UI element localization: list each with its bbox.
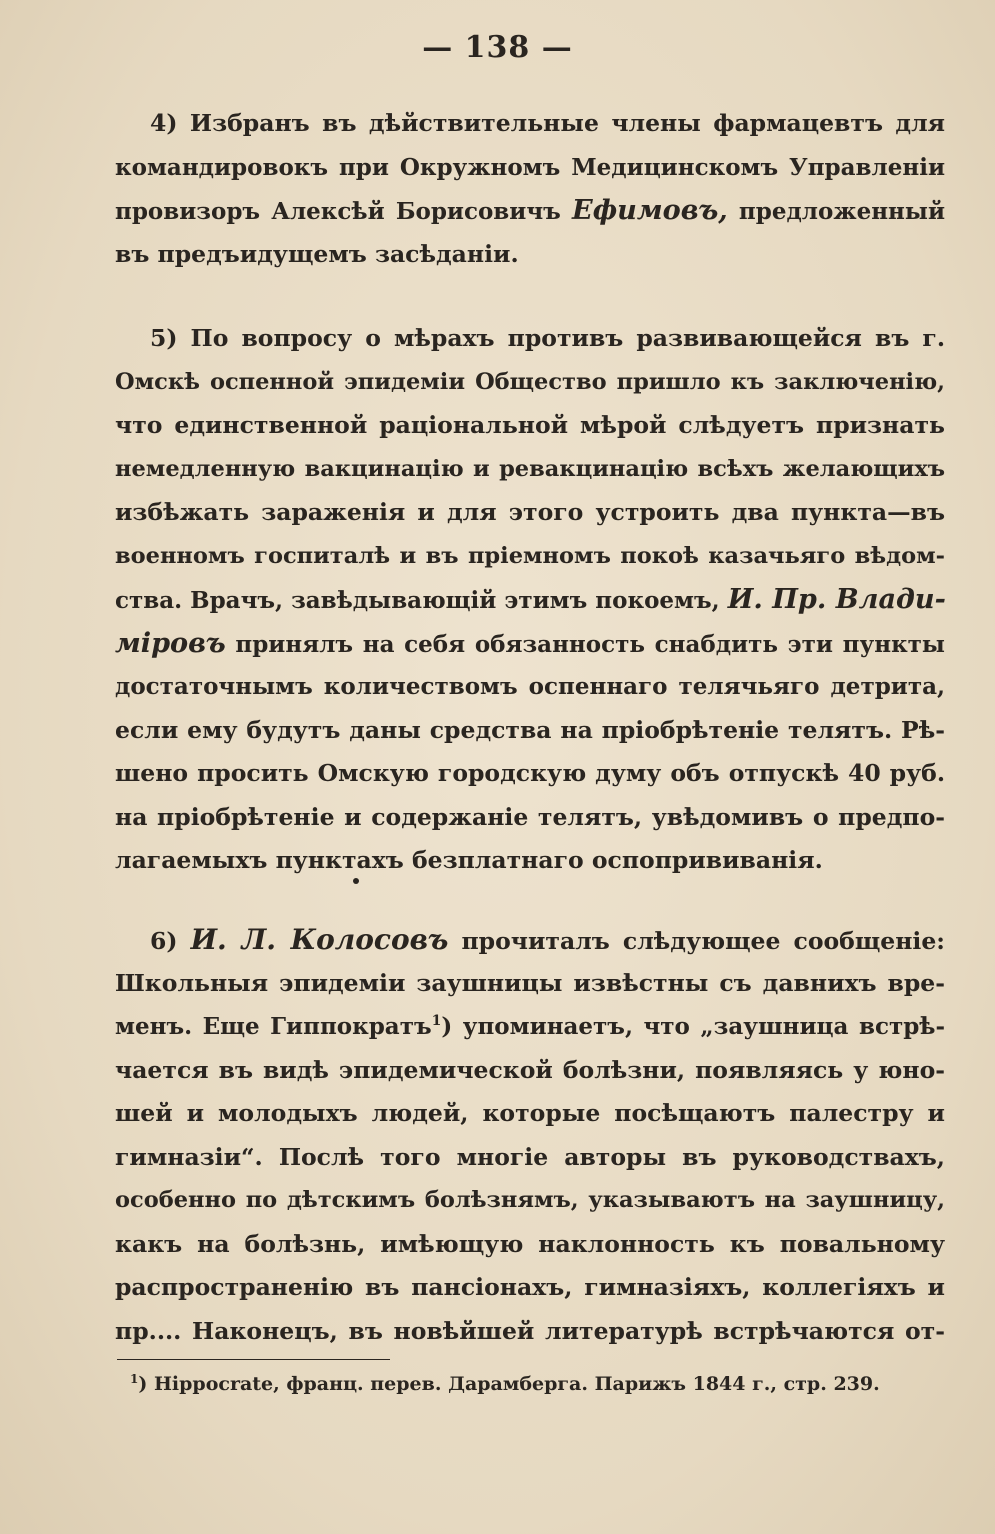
text-run: менъ. Еще Гиппократъ xyxy=(115,1013,432,1040)
text-line: гимназіи“. Послѣ того многіе авторы въ руководствахъ, xyxy=(115,1142,945,1171)
text-line: Омскѣ оспенной эпидеміи Общество пришло къ заключенію, xyxy=(115,368,945,395)
text-run: провизоръ Алексѣй Борисовичъ xyxy=(115,198,561,225)
text-run: ства. Врачъ, завѣдывающій этимъ покоемъ, xyxy=(115,587,720,614)
text-line xyxy=(115,189,945,233)
text-line: Школьныя эпидеміи заушницы извѣстны съ давнихъ вре- xyxy=(115,968,945,997)
footnote-mark: 1 xyxy=(130,1372,139,1386)
text-line: что единственной раціональной мѣрой слѣдуетъ признать xyxy=(115,411,945,439)
person-name-vladimirov-cont: міровъ xyxy=(115,627,226,659)
text-run: прочиталъ слѣдующее сообщеніе: xyxy=(461,927,945,955)
text-line: пр.... Наконецъ, въ новѣйшей литературѣ встрѣчаются от- xyxy=(115,1316,945,1345)
text-line: 5) По вопросу о мѣрахъ противъ развивающейся въ г. xyxy=(150,324,945,352)
text-line: распространенію въ пансіонахъ, гимназіяхъ, коллегіяхъ и xyxy=(115,1273,945,1301)
footnote-text: ) Hippocrate, франц. перев. Дарамберга. Парижъ 1844 г., стр. 239. xyxy=(138,1373,880,1395)
person-name-vladimirov: И. Пр. Влади- xyxy=(727,584,946,615)
text-line: чается въ видѣ эпидемической болѣзни, появляясь у юно- xyxy=(115,1055,945,1084)
person-name-kolosov: И. Л. Колосовъ xyxy=(190,923,449,956)
person-name-efimov: Ефимовъ, xyxy=(572,195,728,226)
text-line: немедленную вакцинацію и ревакцинацію всѣхъ желающихъ xyxy=(115,455,945,482)
text-run: ) упоминаетъ, что „заушница встрѣ- xyxy=(441,1013,945,1040)
text-run: предложенный xyxy=(738,198,946,225)
text-line: 4) Избранъ въ дѣйствительные члены фармацевтъ для xyxy=(150,109,945,137)
text-line xyxy=(115,578,945,622)
text-line: достаточнымъ количествомъ оспеннаго телячьяго детрита, xyxy=(115,673,945,700)
text-line: лагаемыхъ пунктахъ безплатнаго оспопрививанія. xyxy=(115,846,823,874)
page-number: — 138 — xyxy=(422,30,573,65)
text-line: военномъ госпиталѣ и въ пріемномъ покоѣ казачьяго вѣдом- xyxy=(115,542,945,569)
text-line: если ему будутъ даны средства на пріобрѣтеніе телятъ. Рѣ- xyxy=(115,715,945,744)
footnote xyxy=(130,1370,950,1398)
text-line: въ предъидущемъ засѣданіи. xyxy=(115,239,519,268)
paragraph-4 xyxy=(115,102,945,276)
text-line: шено просить Омскую городскую думу объ отпускѣ 40 руб. xyxy=(115,759,945,787)
footnote-divider xyxy=(117,1359,390,1360)
text-line: избѣжать зараженія и для этого устроить два пункта—въ xyxy=(115,498,945,526)
text-line xyxy=(115,918,945,962)
text-line: какъ на болѣзнь, имѣющую наклонность къ повальному xyxy=(115,1229,945,1258)
text-run: принялъ на себя обязанность снабдить эти пункты xyxy=(235,630,945,658)
text-line: особенно по дѣтскимъ болѣзнямъ, указываютъ на заушницу, xyxy=(115,1187,945,1213)
text-line xyxy=(115,1005,945,1049)
paragraph-6 xyxy=(115,918,945,1353)
text-line: на пріобрѣтеніе и содержаніе телятъ, увѣдомивъ о предпо- xyxy=(115,802,945,831)
text-line: шей и молодыхъ людей, которые посѣщаютъ палестру и xyxy=(115,1099,945,1127)
printing-dot xyxy=(353,878,359,884)
paragraph-5 xyxy=(115,317,945,883)
text-line xyxy=(115,622,945,666)
text-line: командировокъ при Окружномъ Медицинскомъ Управленіи xyxy=(115,153,945,181)
footnote-ref: 1 xyxy=(431,1013,442,1029)
text-run: 6) xyxy=(150,927,178,955)
